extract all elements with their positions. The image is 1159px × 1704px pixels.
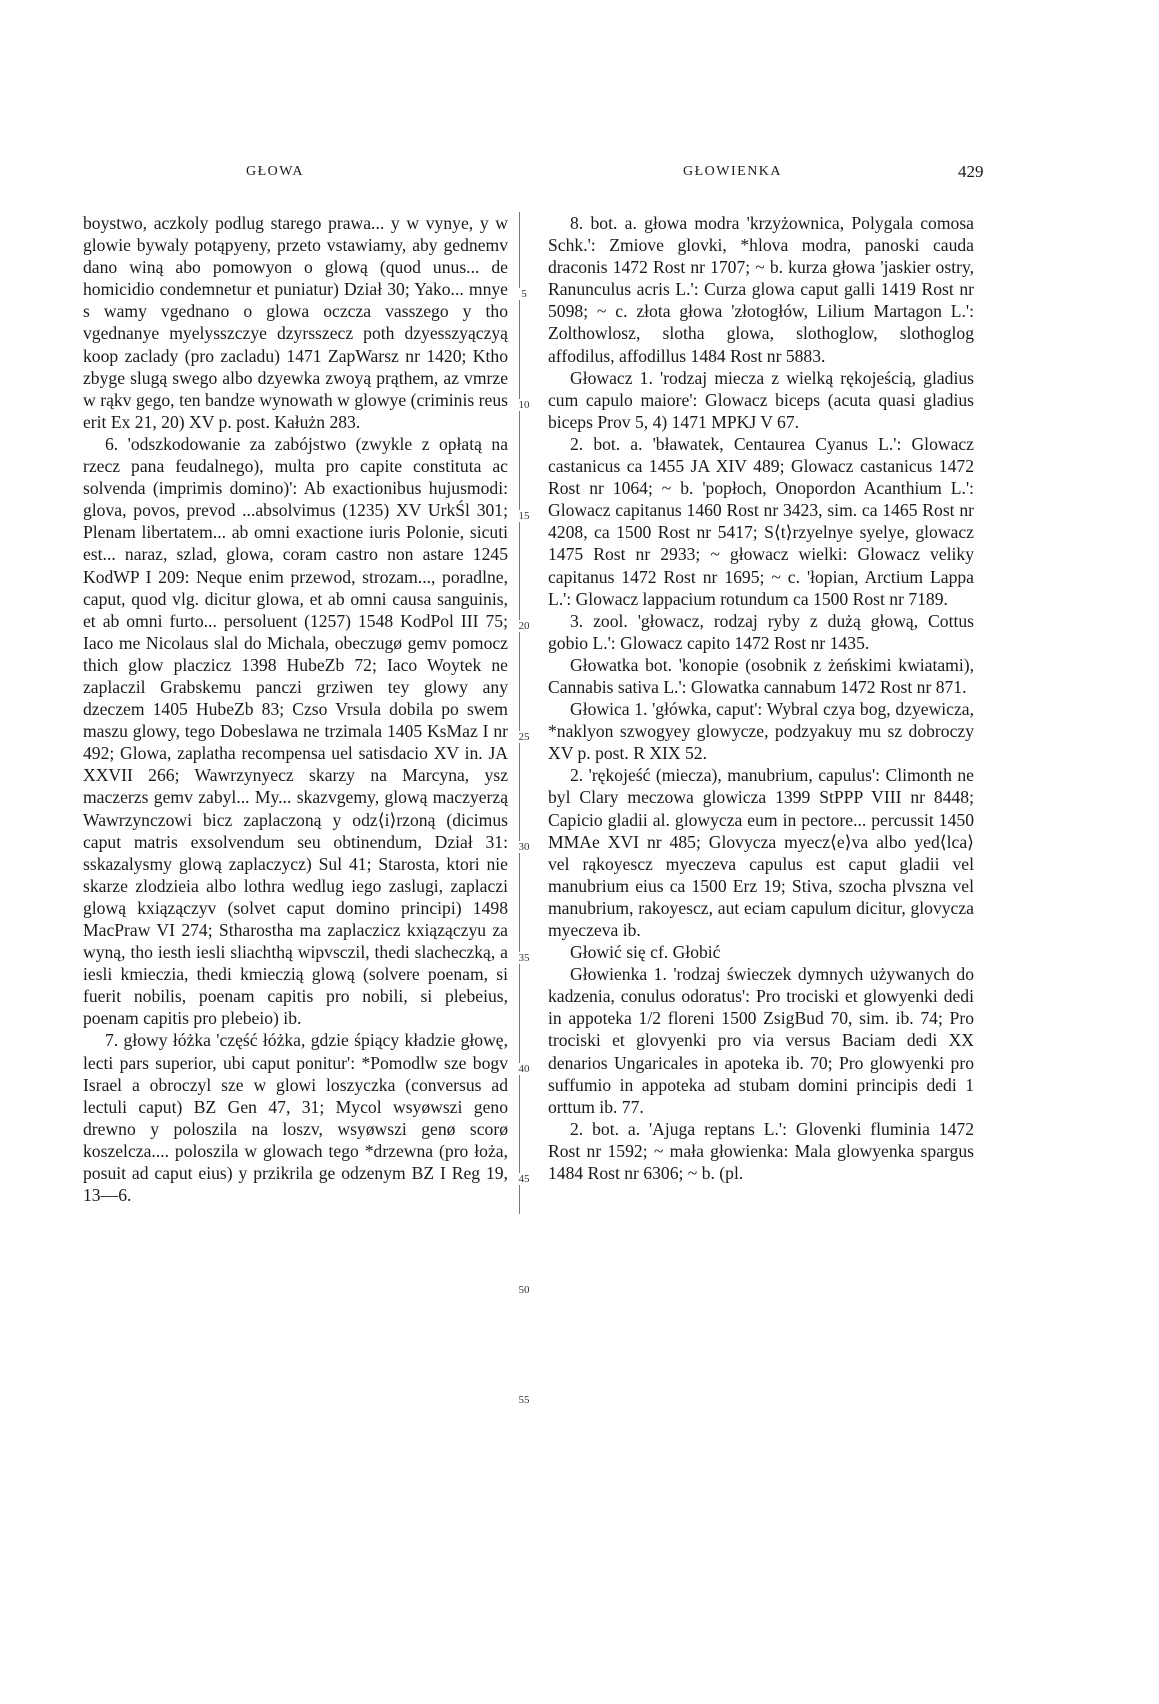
header-right-word: GŁOWIENKA bbox=[683, 164, 783, 179]
entry-paragraph: 3. zool. 'głowacz, rodzaj ryby z dużą głową, Cottus gobio L.': Glowacz capito 1472 Rost nr 1435. bbox=[548, 610, 974, 653]
line-number: 50 bbox=[512, 1284, 536, 1296]
line-number: 35 bbox=[512, 952, 536, 964]
left-column bbox=[83, 212, 508, 1206]
entry-paragraph: 2. 'rękojeść (miecza), manubrium, capulus': Climonth ne byl Clary meczowa glowicza 1399 StPPP VIII nr 8448; Capicio gladii al. glowycza eum in pectore... percussit 1450 MMAe XVI nr 485; Glovycza myecz⟨e⟩va albo yed⟨lca⟩ vel rąkoyescz myeczeva capulus est caput gladii vel manubrium eius ca 1500 Erz 19; Stiva, szocha plvszna vel manubrium, rakoyescz, aut eciam capulum dicitur, glovycza myeczeva ib. bbox=[548, 765, 974, 940]
running-header bbox=[0, 164, 1159, 188]
page-number: 429 bbox=[958, 162, 984, 181]
entry-paragraph: boystwo, aczkoly podlug starego prawa... y w vynye, y w glowie bywaly potąpyeny, przeto vstawiamy, aby gednemv dano winą abo pomowyon o glową (quod unus... de homicidio condemnetur et puniatur) Dział 30; Yako... mnye s wamy vgednano o glowa oczcza vasszego y tho vgednanye myelysszczye dzyrsszecz poth dzyesszyączyą koop zaclady (pro zacladu) 1471 ZapWarsz nr 1420; Ktho zbyge slugą swego albo dzyewka zwoyą prąthem, az vmrze w rąkv gego, ten bandze wynowath w glowye (criminis reus erit Ex 21, 20) XV p. post. Kałużn 283. bbox=[83, 213, 508, 432]
line-number: 40 bbox=[512, 1063, 536, 1075]
header-left-word: GŁOWA bbox=[246, 164, 305, 179]
entry-paragraph: Głowatka bot. 'konopie (osobnik z żeńskimi kwiatami), Cannabis sativa L.': Glowatka cannabum 1472 Rost nr 871. bbox=[548, 654, 974, 697]
line-number: 25 bbox=[512, 731, 536, 743]
right-column bbox=[548, 212, 974, 1184]
entry-paragraph: Głowienka 1. 'rodzaj świeczek dymnych używanych do kadzenia, conulus odoratus': Pro trociski et glowyenki dedi in appoteka 1/2 floreni 1500 ZsigBud 70, sim. ib. 74; Pro trociski et glovyenki pro via versus Baciam dedi XX denarios Ungaricales in apoteka ib. 70; Pro glowyenki pro suffumio in appoteka ad stubam domini principis dedi 1 orttum ib. 77. bbox=[548, 964, 974, 1117]
line-number: 55 bbox=[512, 1394, 536, 1406]
line-number: 10 bbox=[512, 399, 536, 411]
entry-paragraph: 8. bot. a. głowa modra 'krzyżownica, Polygala comosa Schk.': Zmiove glovki, *hlova modra, panoski cauda draconis 1472 Rost nr 1707; ~ b. kurza głowa 'jaskier ostry, Ranunculus acris L.': Curza glowa caput galli 1419 Rost nr 5098; ~ c. złota głowa 'złotogłów, Lilium Martagon L.': Zolthowlosz, slotha glowa, slothoglow, slothoglog affodilus, affodillus 1484 Rost nr 5883. bbox=[548, 213, 974, 366]
entry-paragraph: Głowić się cf. Głobić bbox=[570, 942, 721, 963]
entry-paragraph: Głowica 1. 'główka, caput': Wybral czya bog, dzyewicza, *naklyon szwogyey glowycze, podzyakuy mu sz dobroczy XV p. post. R XIX 52. bbox=[548, 699, 974, 764]
line-number: 45 bbox=[512, 1173, 536, 1185]
line-number: 15 bbox=[512, 510, 536, 522]
entry-paragraph: 2. bot. a. 'Ajuga reptans L.': Glovenki fluminia 1472 Rost nr 1592; ~ mała głowienka: Mala glowyenka spargus 1484 Rost nr 6306; ~ b. (pl. bbox=[548, 1118, 974, 1184]
entry-paragraph: 6. 'odszkodowanie za zabójstwo (zwykle z opłatą na rzecz pana feudalnego), multa pro capite constituta ac solvenda (imprimis domino)': Ab exactionibus hujusmodi: glova, povos, prevod ...absolvimus (1235) XV UrkŚl 301; Plenam libertatem... ab omni exactione iuris Polonie, sicuti est... naraz, szlad, glowa, coram castro non astare 1245 KodWP I 209: Neque enim przewod, strozam..., poradlne, caput, quod vlg. dicitur glowa, et ab omni causa sanguinis, et ab omni furto... persoluent (1257) 1548 KodPol III 75; Iaco me Nicolaus slal do Michala, obeczugø gemv pomocz thich glow placzicz 1398 HubeZb 72; Iaco Woytek ne zaplaczil Grabskemu panczi grziwen tey glowy any dzeczem 1405 HubeZb 83; Czso Vrsula dobila po swem maszu glowy, tego Dobeslawa ne trzimala 1405 KsMaz I nr 492; Glowa, zaplatha recompensa uel satisdacio XV in. JA XXVII 266; Wawrzynyecz skarzy na Marcyna, ysz maczerzs gemv zabyl... My... skazvgemy, glową maczyerzą Wawrzynczowi bicz zaplaczoną y odz⟨i⟩rzoną (dicimus caput matris exsolvendum seu obtinendum, Dział 31: sskazalysmy glową zaplaczycz) Sul 41; Starosta, ktori nie skarze zlodzieia albo lothra wedlug iego zaslugi, zaplaczi glową kxiązączyv (solvet caput domino principi) 1498 MacPraw VI 274; Stharostha ma zaplaczicz kxiązączyu za wyną, tho iesth iesli sliachthą wipvsczil, thedi slacheczką, a iesli kmieczia, thedi kmieczią glową (solvere poenam, si fuerit nobilis, poenam capitis pro nobili, si plebeius, poenam capitis pro plebeio) ib. bbox=[83, 433, 508, 1029]
entry-paragraph: 7. głowy łóżka 'część łóżka, gdzie śpiący kładzie głowę, lecti pars superior, ubi caput ponitur': *Pomodlw sze bogv Israel a obroczyl sze w glowi loszyczka (conversus ad lectuli caput) BZ Gen 47, 31; Mycol wsyøwszi geno drewno y poloszila na loszv, wsyøwszi genø scorø koszelcza.... poloszila w glowach tego *drzewna (pro łoża, posuit ad caput eius) y przikrila ge odzenym BZ I Reg 19, 13—6. bbox=[83, 1030, 508, 1206]
line-number: 20 bbox=[512, 620, 536, 632]
entry-paragraph: 2. bot. a. 'bławatek, Centaurea Cyanus L.': Glowacz castanicus ca 1455 JA XIV 489; Glowacz castanicus 1472 Rost nr 1064; ~ b. 'popłoch, Onopordon Acanthium L.': Glowacz capitanus 1460 Rost nr 3423, sim. ca 1465 Rost nr 4208, ca 1500 Rost nr 5417; S⟨t⟩rzyelnye syelye, glowacz 1475 Rost nr 2933; ~ głowacz wielki: Glowacz veliky capitanus 1472 Rost nr 1695; ~ c. 'łopian, Arctium Lappa L.': Glowacz lappacium rotundum ca 1500 Rost nr 7189. bbox=[548, 433, 974, 609]
entry-paragraph: Głowacz 1. 'rodzaj miecza z wielką rękojeścią, gladius cum capulo maiore': Glowacz biceps (acuta quasi gladius biceps Prov 5, 4) 1471 MPKJ V 67. bbox=[548, 367, 974, 432]
line-number: 30 bbox=[512, 841, 536, 853]
line-number: 5 bbox=[512, 288, 536, 300]
